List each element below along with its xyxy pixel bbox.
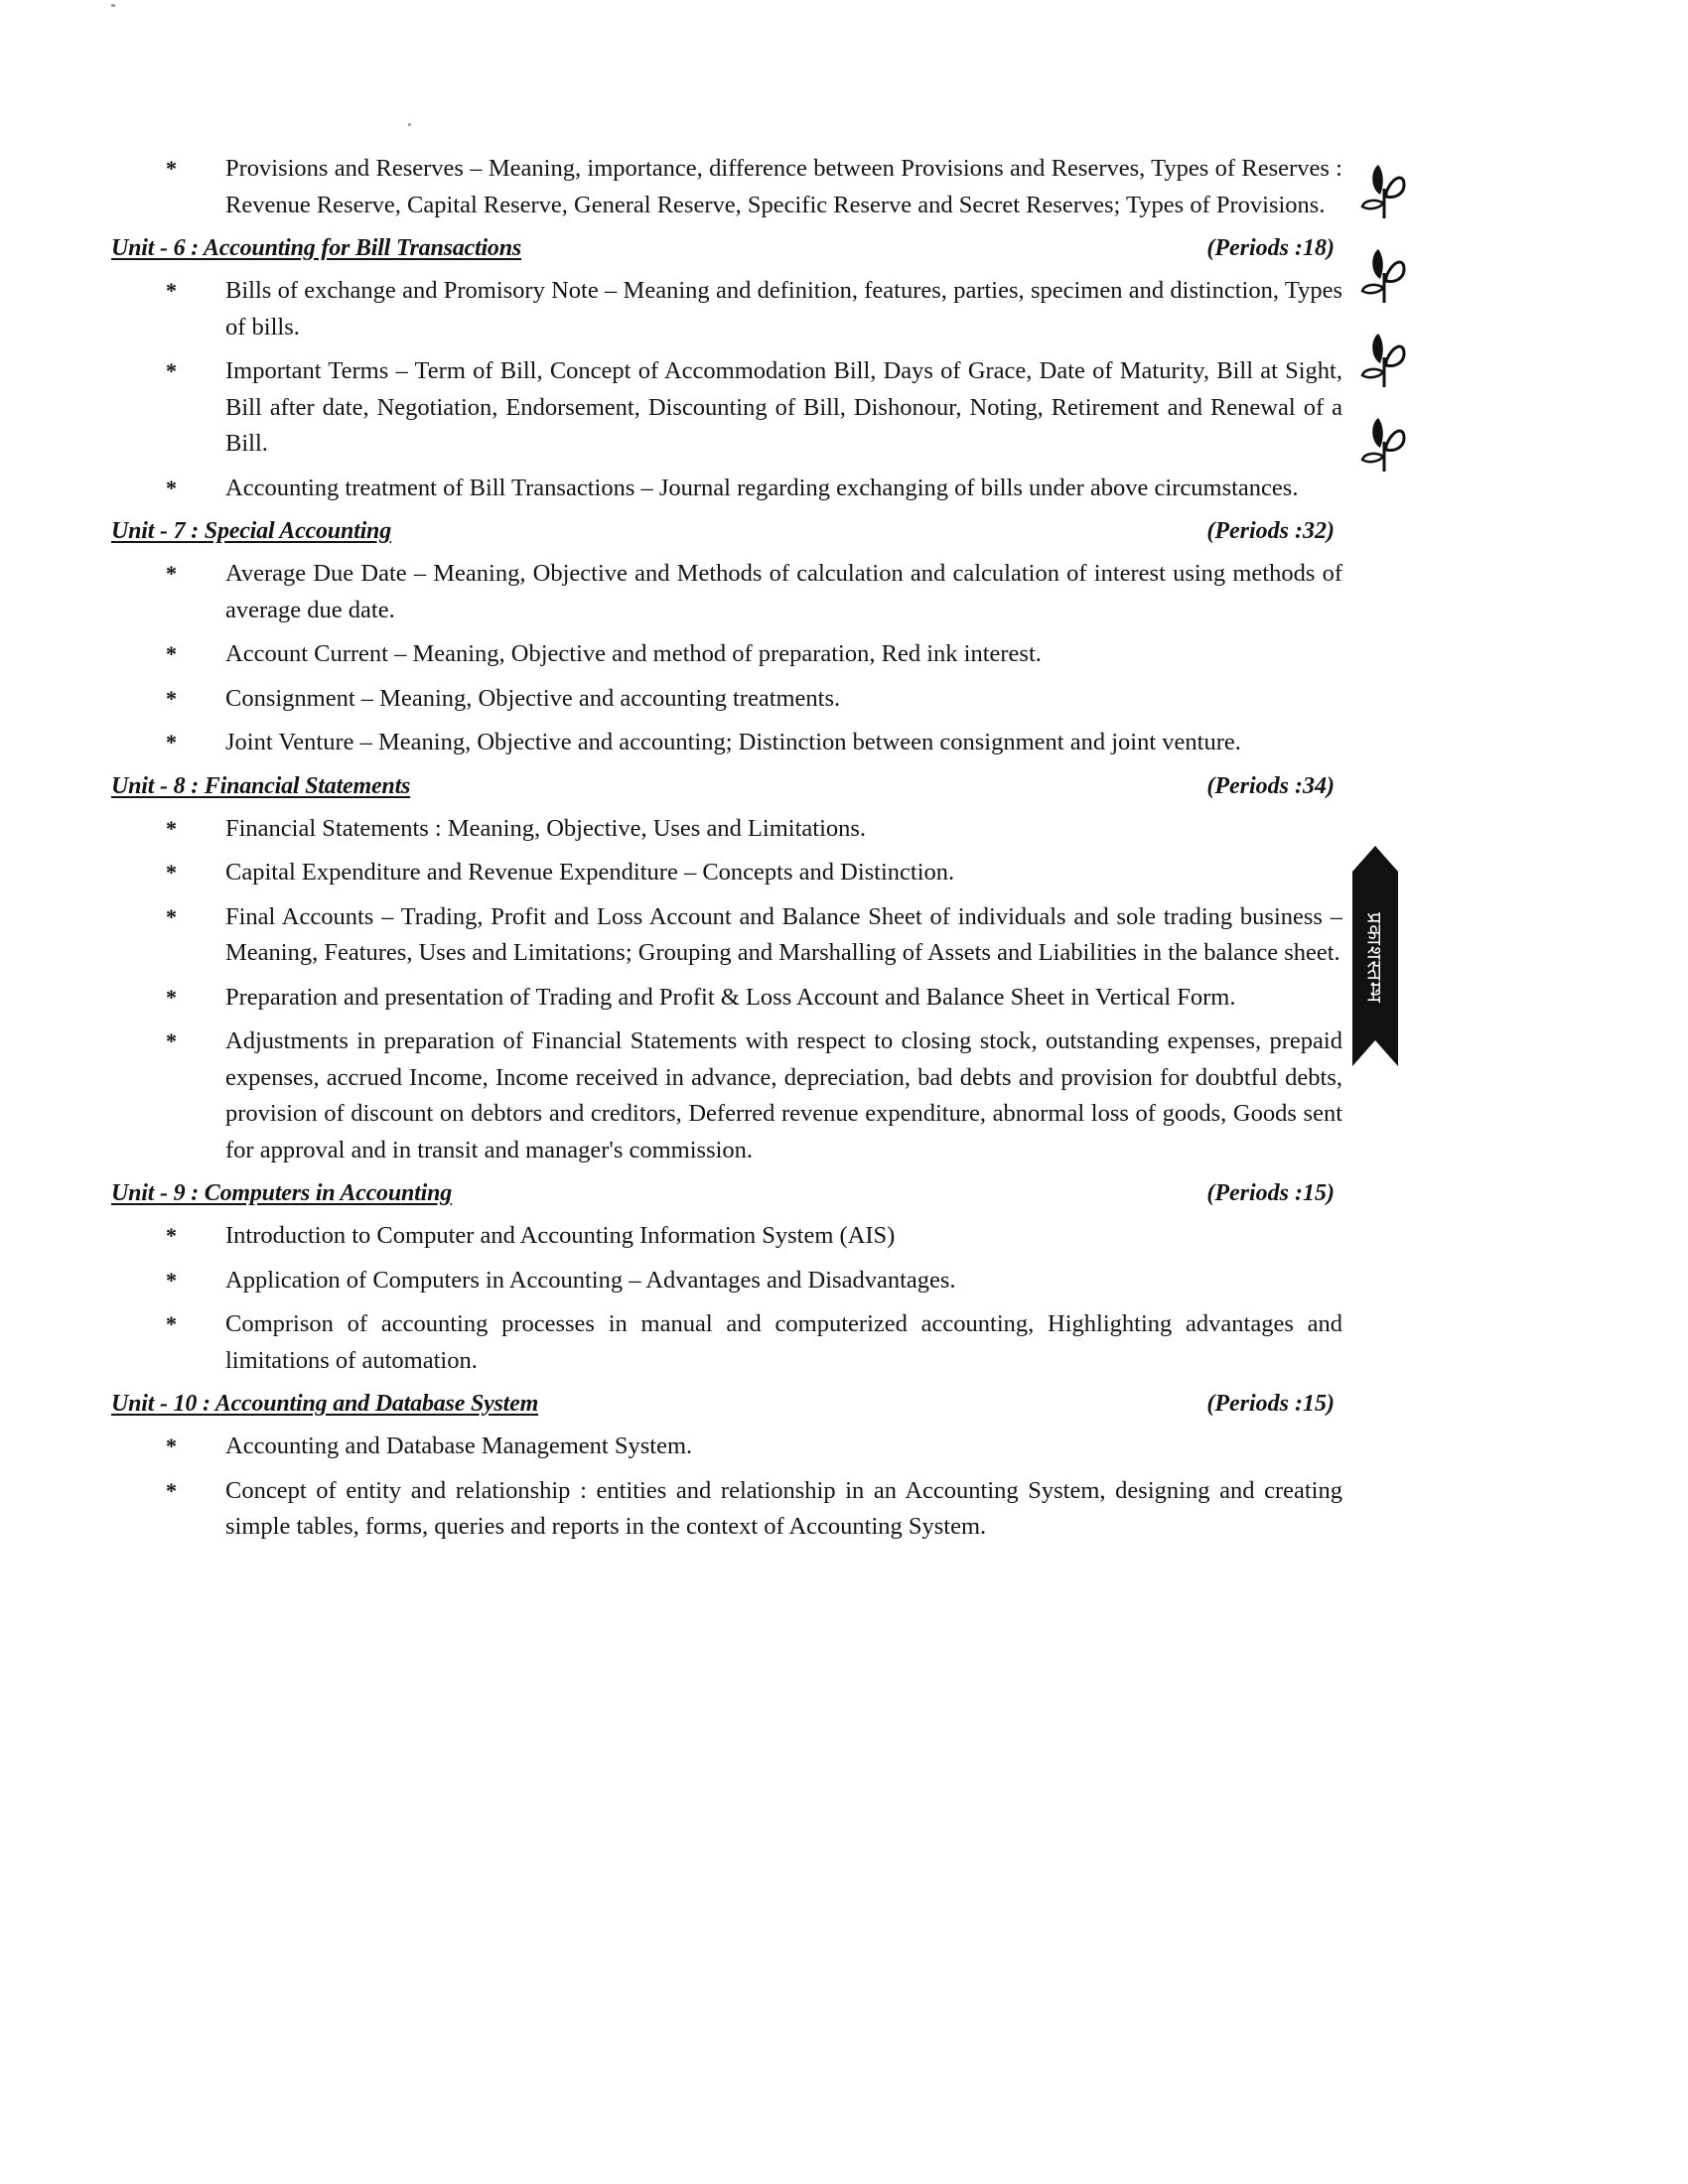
- bullet-star: *: [166, 156, 177, 181]
- list-item: [111, 636, 1342, 673]
- list-item: [111, 471, 1342, 507]
- unit-heading: [111, 771, 1342, 801]
- unit-heading: [111, 233, 1342, 263]
- bullet-star: *: [166, 1477, 177, 1503]
- unit-periods: (Periods :15): [1206, 1180, 1335, 1206]
- unit-title: Unit - 9 : Computers in Accounting: [111, 1180, 453, 1206]
- bullet-star: *: [166, 1267, 177, 1293]
- list-item: [111, 725, 1342, 761]
- unit-periods: (Periods :18): [1206, 235, 1335, 261]
- scan-speck: [408, 123, 411, 126]
- list-item: [111, 811, 1342, 848]
- bullet-star: *: [166, 903, 177, 929]
- syllabus-content: [111, 151, 1342, 1554]
- list-item: [111, 855, 1342, 891]
- list-item-text: Account Current – Meaning, Objective and method of preparation, Red ink interest.: [225, 640, 1042, 667]
- list-item: [111, 681, 1342, 718]
- bullet-star: *: [166, 1433, 177, 1458]
- bullet-star: *: [166, 641, 177, 666]
- bullet-star: *: [166, 860, 177, 885]
- unit-8-section: [111, 771, 1342, 1169]
- bullet-star: *: [166, 475, 177, 500]
- bullet-star: *: [166, 1028, 177, 1053]
- list-item: [111, 1473, 1342, 1546]
- bullet-star: *: [166, 1223, 177, 1248]
- list-item: [111, 1429, 1342, 1465]
- list-item-text: Bills of exchange and Promisory Note – Meaning and definition, features, parties, specimen and distinction, Types of bills.: [225, 277, 1342, 341]
- unit-title: Unit - 6 : Accounting for Bill Transactions: [111, 235, 522, 261]
- bullet-star: *: [166, 815, 177, 841]
- list-item-text: Financial Statements : Meaning, Objective, Uses and Limitations.: [225, 814, 867, 842]
- unit-heading: [111, 1389, 1342, 1419]
- list-item-text: Average Due Date – Meaning, Objective and Methods of calculation and calculation of interest using methods of average due date.: [225, 560, 1342, 623]
- list-item-text: Important Terms – Term of Bill, Concept of Accommodation Bill, Days of Grace, Date of Maturity, Bill at Sight, Bill after date, Negotiation, Endorsement, Discounting of Bill, Dishonour, Noting, Retirement and Renewal of a Bill.: [225, 357, 1342, 457]
- list-item: [111, 980, 1342, 1017]
- list-item: [111, 273, 1342, 345]
- unit-periods: (Periods :32): [1206, 518, 1335, 544]
- list-item-text: Adjustments in preparation of Financial Statements with respect to closing stock, outstanding expenses, prepaid expenses, accrued Income, Income received in advance, depreciation, bad debts and provision for doubtful debts, provision of discount on debtors and creditors, Deferred revenue expenditure, abnormal loss of goods, Goods sent for approval and in transit and manager's commission.: [225, 1027, 1342, 1163]
- list-item-text: Introduction to Computer and Accounting Information System (AIS): [225, 1222, 896, 1249]
- list-item: [111, 1218, 1342, 1255]
- sprout-leaf-icon: [1358, 412, 1412, 478]
- list-item-text: Final Accounts – Trading, Profit and Loss Account and Balance Sheet of individuals and sole trading business – Meaning, Features, Uses and Limitations; Grouping and Marshalling of Assets and Liabilities in the balance sheet.: [225, 902, 1342, 966]
- list-item-text: Concept of entity and relationship : entities and relationship in an Accounting System, designing and creating simple tables, forms, queries and reports in the context of Accounting System.: [225, 1476, 1342, 1540]
- unit-periods: (Periods :34): [1206, 772, 1335, 799]
- list-item-text: Accounting treatment of Bill Transactions – Journal regarding exchanging of bills under above circumstances.: [225, 474, 1299, 501]
- unit-title: Unit - 8 : Financial Statements: [111, 772, 411, 799]
- bullet-star: *: [166, 278, 177, 303]
- unit-heading: [111, 1178, 1342, 1208]
- list-item-text: Application of Computers in Accounting – Advantages and Disadvantages.: [225, 1266, 956, 1294]
- unit-9-section: [111, 1178, 1342, 1379]
- bullet-star: *: [166, 358, 177, 383]
- list-item: [111, 353, 1342, 463]
- list-item: [111, 556, 1342, 628]
- unit-title: Unit - 10 : Accounting and Database System: [111, 1391, 539, 1417]
- list-item: [111, 1024, 1342, 1168]
- list-item: [111, 1263, 1342, 1299]
- bullet-star: *: [166, 730, 177, 754]
- list-item-text: Consignment – Meaning, Objective and accounting treatments.: [225, 684, 841, 712]
- sprout-leaf-icon: [1358, 328, 1412, 393]
- bullet-star: *: [166, 984, 177, 1010]
- list-item-text: Capital Expenditure and Revenue Expenditure – Concepts and Distinction.: [225, 859, 955, 886]
- unit-heading: [111, 516, 1342, 546]
- list-item: [111, 151, 1342, 223]
- unit-10-section: [111, 1389, 1342, 1546]
- scan-speck: [111, 4, 115, 7]
- unit-title: Unit - 7 : Special Accounting: [111, 518, 391, 544]
- list-item: [111, 899, 1342, 972]
- list-item: [111, 1306, 1342, 1379]
- unit-6-section: [111, 233, 1342, 506]
- unit-periods: (Periods :15): [1206, 1391, 1335, 1417]
- bullet-star: *: [166, 1311, 177, 1336]
- unit-7-section: [111, 516, 1342, 761]
- bookmark-label: प्रकाशस्तम्भ: [1362, 912, 1387, 1004]
- bullet-star: *: [166, 561, 177, 586]
- list-item-text: Preparation and presentation of Trading and Profit & Loss Account and Balance Sheet in Vertical Form.: [225, 983, 1236, 1011]
- list-item-text: Provisions and Reserves – Meaning, importance, difference between Provisions and Reserves, Types of Reserves : Revenue Reserve, Capital Reserve, General Reserve, Specific Reserve and Secret Reserves; Types of Provisions.: [225, 155, 1342, 218]
- bullet-star: *: [166, 685, 177, 711]
- list-item-text: Accounting and Database Management System.: [225, 1433, 693, 1459]
- list-item-text: Comprison of accounting processes in manual and computerized accounting, Highlighting advantages and limitations of automation.: [225, 1310, 1342, 1374]
- sprout-leaf-icon: [1358, 243, 1412, 309]
- list-item-text: Joint Venture – Meaning, Objective and accounting; Distinction between consignment and joint venture.: [225, 729, 1241, 755]
- sprout-leaf-icon: [1358, 159, 1412, 224]
